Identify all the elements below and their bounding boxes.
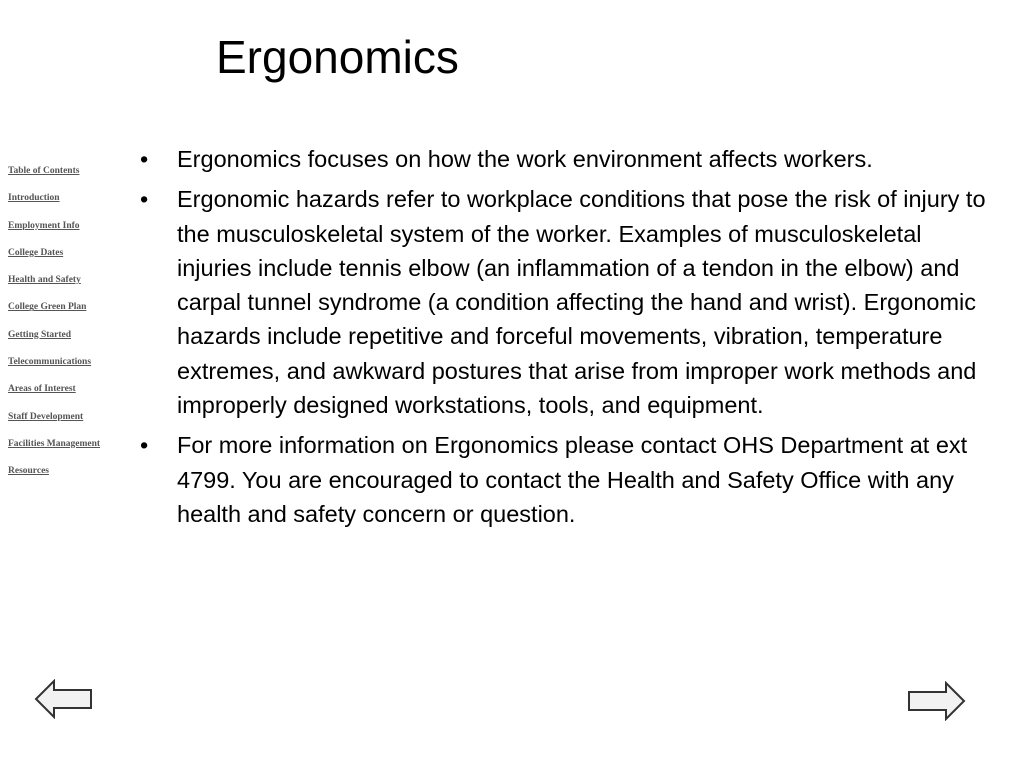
- list-item: [140, 182, 990, 422]
- bullet-text: For more information on Ergonomics please contact OHS Department at ext 4799. You are encouraged to contact the Health and Safety Office with any health and safety concern or question.: [177, 432, 968, 527]
- bullet-text: Ergonomics focuses on how the work environment affects workers.: [177, 146, 873, 172]
- sidebar-item-college-green-plan[interactable]: College Green Plan: [8, 302, 87, 313]
- sidebar-item-resources[interactable]: Resources: [8, 466, 49, 477]
- next-slide-button[interactable]: [906, 681, 966, 726]
- list-item: [140, 142, 990, 176]
- sidebar-item-employment-info[interactable]: Employment Info: [8, 220, 80, 231]
- bullet-marker: •: [140, 146, 149, 172]
- previous-slide-button[interactable]: [34, 679, 94, 724]
- sidebar-item-telecommunications[interactable]: Telecommunications: [8, 357, 92, 368]
- sidebar-item-areas-of-interest[interactable]: Areas of Interest: [8, 384, 76, 395]
- left-arrow-icon: [34, 679, 94, 719]
- sidebar-nav: [8, 164, 133, 492]
- sidebar-item-introduction[interactable]: Introduction: [8, 193, 60, 204]
- bullet-marker: •: [140, 186, 149, 213]
- page-title: Ergonomics: [216, 31, 459, 83]
- list-item: [140, 428, 990, 531]
- right-arrow-icon: [906, 681, 966, 721]
- sidebar-item-college-dates[interactable]: College Dates: [8, 247, 64, 258]
- bullet-marker: •: [140, 432, 149, 459]
- sidebar-item-getting-started[interactable]: Getting Started: [8, 329, 72, 340]
- sidebar-item-staff-development[interactable]: Staff Development: [8, 411, 84, 422]
- bullet-text: Ergonomic hazards refer to workplace conditions that pose the risk of injury to the musculoskeletal system of the worker. Examples of musculoskeletal injuries include tennis elbow (an inflammation of a tendon in the elbow) and carpal tunnel syndrome (a condition affecting the hand and wrist). Ergonomic hazards include repetitive and forceful movements, vibration, temperature extremes, and awkward postures that arise from improper work methods and improperly designed workstations, tools, and equipment.: [177, 186, 986, 419]
- bullet-list: [140, 142, 990, 531]
- sidebar-item-facilities-management[interactable]: Facilities Management: [8, 438, 101, 449]
- sidebar-item-table-of-contents[interactable]: Table of Contents: [8, 166, 80, 176]
- sidebar-item-health-and-safety[interactable]: Health and Safety: [8, 275, 81, 286]
- slide-content: [140, 142, 990, 537]
